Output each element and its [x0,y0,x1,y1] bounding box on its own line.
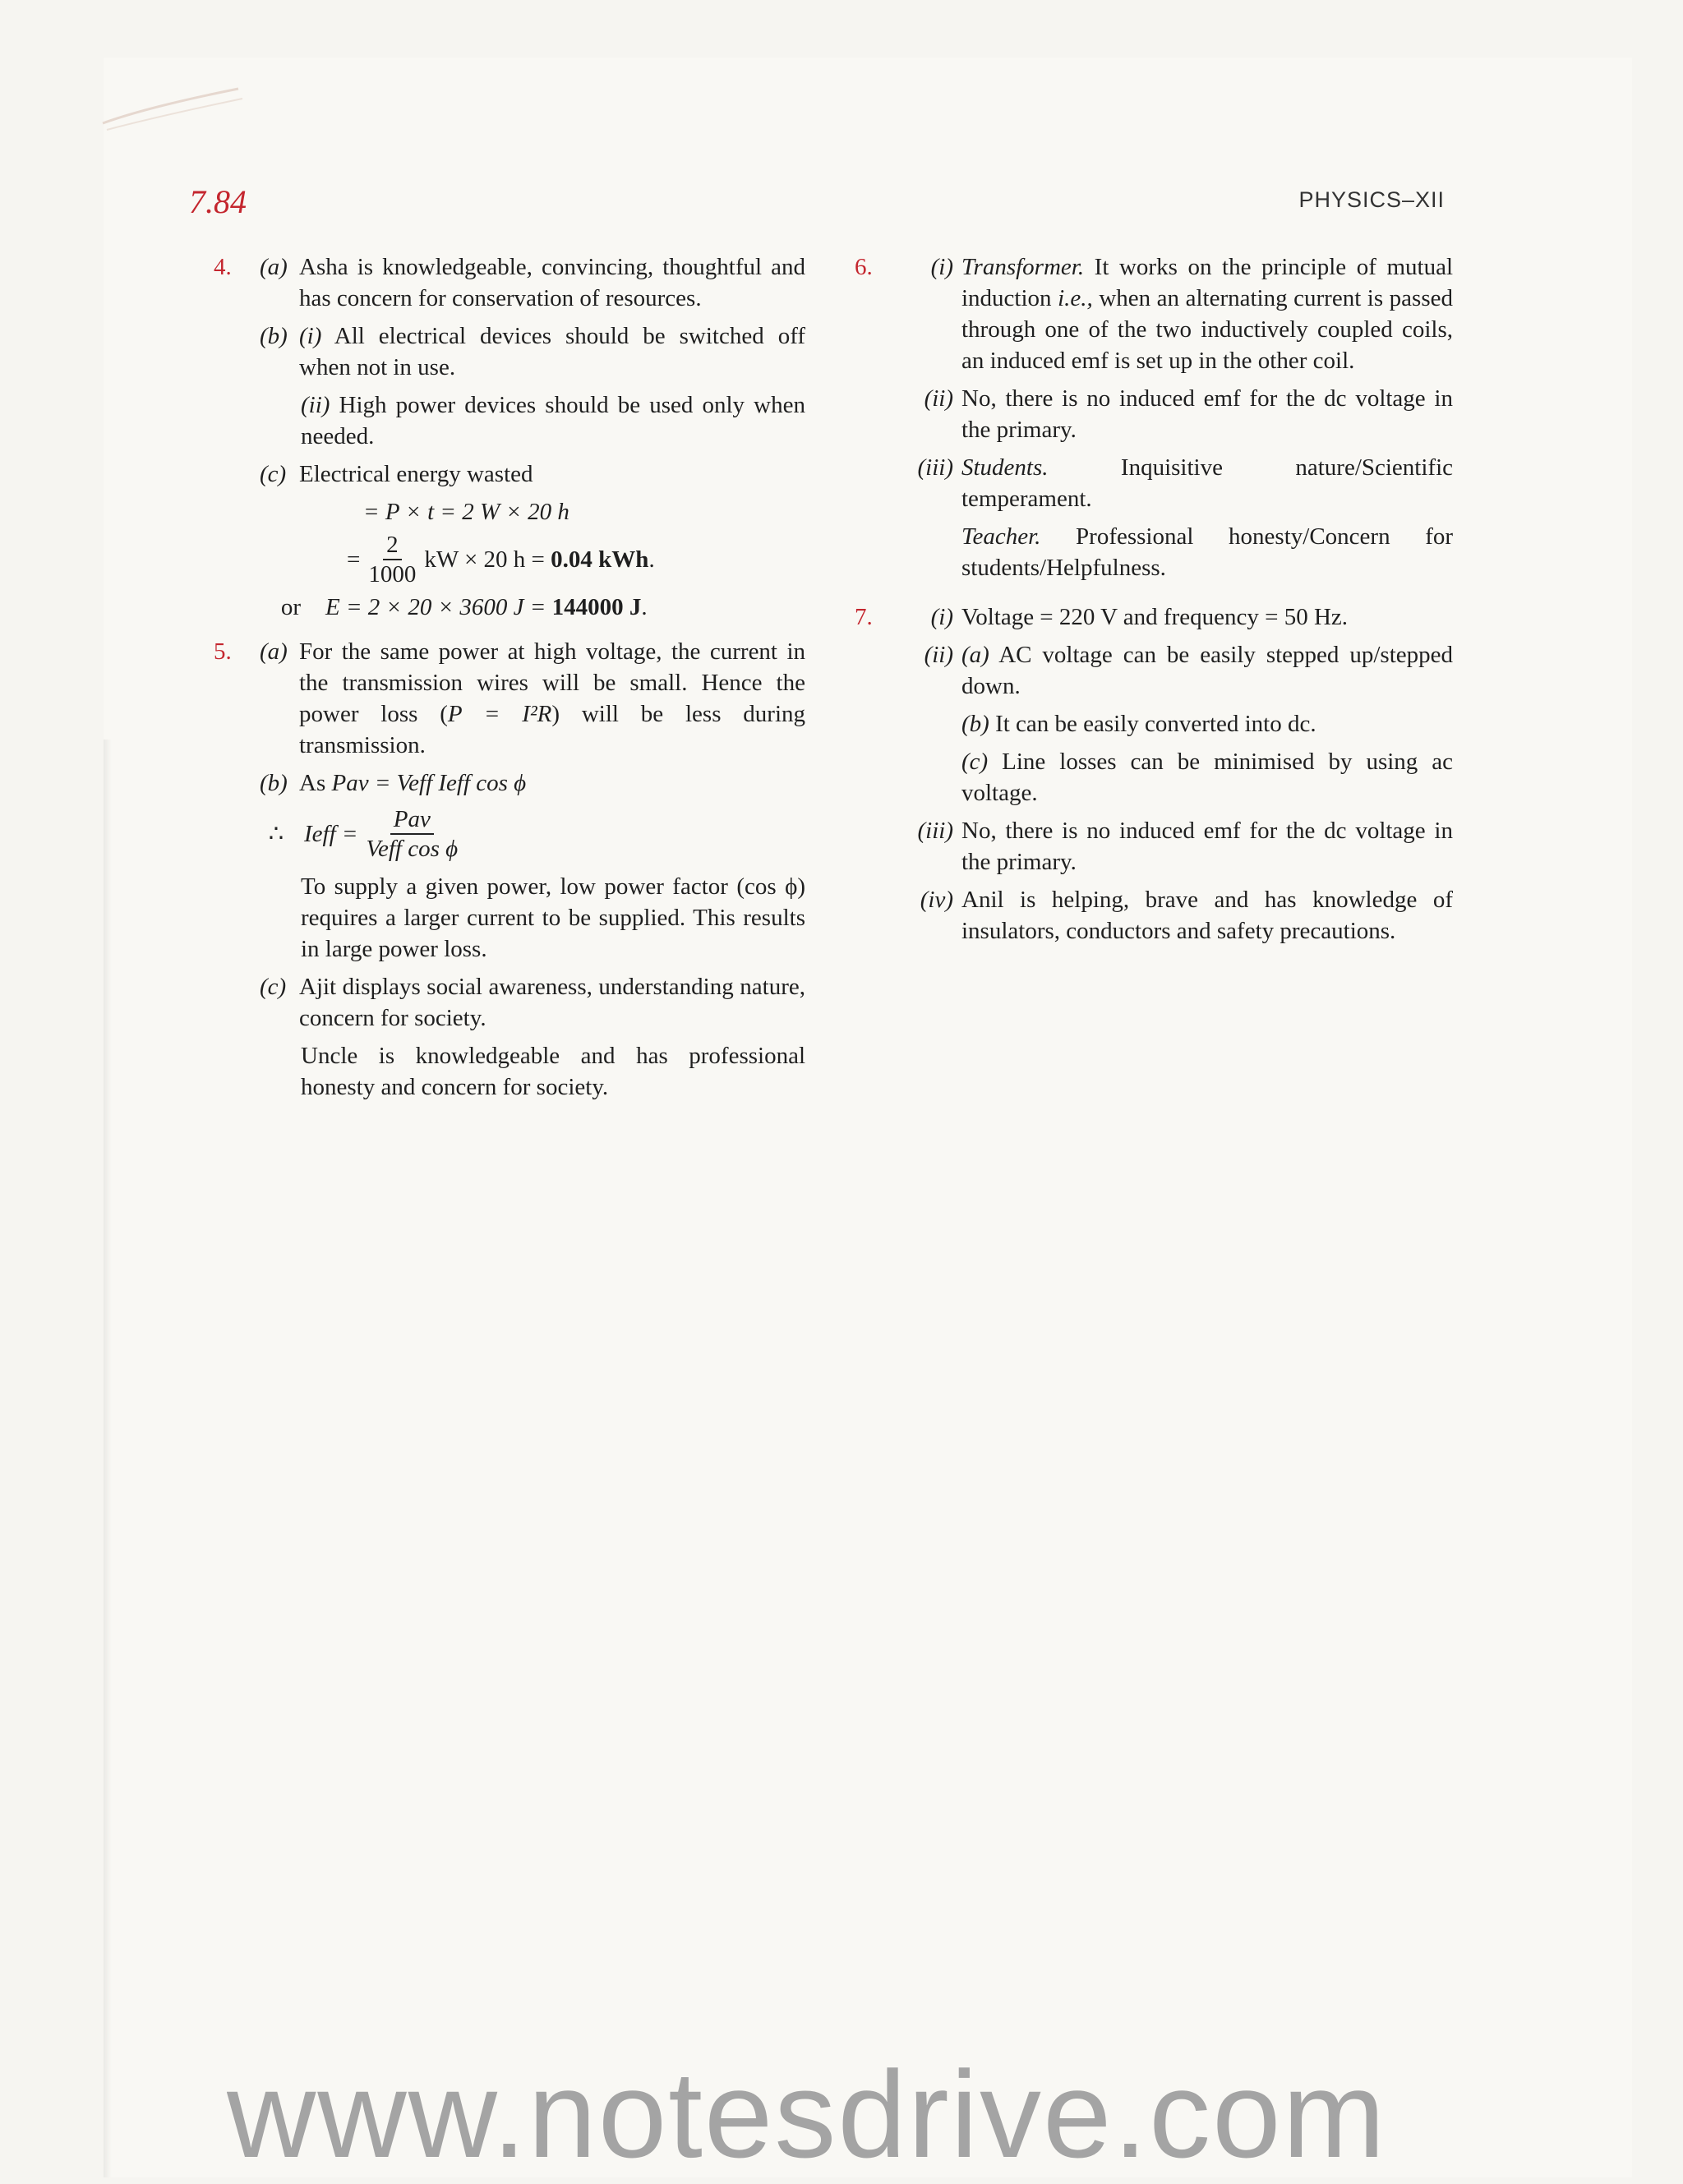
part-text [961,746,1453,809]
subpart-text: High power devices should be used only when needed. [301,392,805,449]
ieff-lhs: Ieff = [304,821,358,847]
part-text [299,636,805,761]
subpart-label: (b) [961,711,989,737]
part-ii-b [901,708,1453,740]
part-iii [901,452,1453,514]
subpart-text: AC voltage can be easily stepped up/stepped down. [961,642,1453,699]
question-body [260,251,805,623]
question-6 [855,251,1453,583]
ieff-equation [260,805,805,863]
part-text: No, there is no induced emf for the dc voltage in the primary. [961,818,1453,875]
page-number: 7.84 [189,183,247,220]
part-text-start: It works on the principle of mutual induction [961,254,1453,311]
part-i [901,601,1453,633]
part-text [961,639,1453,702]
question-4 [214,251,805,623]
question-number: 6. [855,254,873,280]
part-c-continued: Uncle is knowledgeable and has professional honesty and concern for society. [301,1043,805,1100]
part-label: (a) [260,638,288,665]
part-ii [901,639,1453,702]
denominator: 1000 [368,561,417,587]
part-iii-teacher [901,521,1453,583]
part-text: No, there is no induced emf for the dc voltage in the primary. [961,385,1453,443]
average-power-formula: Pav = Veff Ieff cos ϕ [331,770,527,796]
question-body [901,251,1453,583]
part-text: Voltage = 220 V and frequency = 50 Hz. [961,604,1349,630]
students-text: Inquisitive nature/Scientific temperament. [961,454,1453,512]
part-label: (ii) [924,385,953,412]
equation-end: . [648,546,655,573]
part-text: Ajit displays social awareness, understanding nature, concern for society. [299,974,805,1031]
teacher-term: Teacher. [961,523,1041,550]
denominator: Veff cos ϕ [366,836,459,862]
part-b [260,767,805,799]
watermark: www.notesdrive.com [227,2045,1387,2183]
question-body [260,636,805,1103]
part-b [260,320,805,383]
subpart-label: (c) [961,749,989,775]
scan-shadow [104,740,112,2177]
part-label: (iii) [917,454,953,481]
part-ii-c [901,746,1453,809]
as-word: As [299,770,326,796]
part-text-start: For the same power at high voltage, the current in the transmission wires will be small. Hence the power loss ( [299,638,805,727]
part-text [961,708,1453,740]
scan-mark [99,82,247,131]
part-label: (c) [260,461,287,487]
equation-line-3 [260,592,805,623]
part-label: (c) [260,974,287,1000]
part-text-end: when an alternating current is passed through one of the two inductively coupled coils, an induced emf is set up in the other coil. [961,285,1453,374]
numerator: Pav [390,805,434,835]
part-text: Electrical energy wasted [299,461,533,487]
subpart-label: (a) [961,642,989,668]
ie-abbrev: i.e., [1058,285,1093,311]
part-label: (iv) [920,887,953,913]
question-number: 4. [214,254,232,280]
question-7 [855,601,1453,947]
left-column [214,251,805,1116]
equation-result: 144000 J [551,594,642,620]
part-iii [901,815,1453,878]
equation-line-1: = P × t = 2 W × 20 h [363,499,569,525]
right-column [855,251,1453,960]
subpart-text: It can be easily converted into dc. [995,711,1316,737]
equation-prefix: = [347,546,361,573]
part-label: (iii) [917,818,953,844]
question-number: 7. [855,604,873,630]
part-iv [901,884,1453,947]
part-label: (a) [260,254,288,280]
part-text [299,320,805,383]
part-label: (i) [930,254,953,280]
fraction [365,531,419,588]
part-text [961,251,1453,376]
equation-end: . [641,594,648,620]
part-c [260,971,805,1034]
equation-line-2 [347,531,805,588]
part-text-end: ) will be less during transmission. [299,701,806,758]
question-body [901,601,1453,947]
part-b-ii [301,389,805,452]
students-term: Students. [961,454,1049,481]
part-label: (b) [260,770,288,796]
part-b-explanation: To supply a given power, low power factor (cos ϕ) requires a larger current to be supplied. This results in large power loss. [301,873,805,962]
equation-result: 0.04 kWh [551,546,649,573]
part-label: (ii) [924,642,953,668]
part-text: Asha is knowledgeable, convincing, thoughtful and has concern for conservation of resources. [299,254,805,311]
part-c [260,458,805,490]
part-text [961,452,1453,514]
subpart-label: (i) [299,323,322,349]
therefore-symbol: ∴ [268,821,284,847]
subpart-text: All electrical devices should be switched off when not in use. [299,323,805,380]
part-label: (b) [260,323,288,349]
power-loss-formula: P = I²R [447,701,552,727]
part-text [299,767,805,799]
part-ii [901,383,1453,445]
part-label: (i) [930,604,953,630]
or-word: or [280,594,301,620]
part-text: Anil is helping, brave and has knowledge of insulators, conductors and safety precautions. [961,887,1453,944]
subpart-text: Line losses can be minimised by using ac voltage. [961,749,1453,806]
question-number: 5. [214,638,232,665]
part-text [961,521,1453,583]
equation-text: E = 2 × 20 × 3600 J = [325,594,546,620]
running-head: PHYSICS–XII [1298,187,1445,212]
equation-suffix: kW × 20 h = [424,546,545,573]
term: Transformer. [961,254,1085,280]
teacher-text: Professional honesty/Concern for students/Helpfulness. [961,523,1454,581]
numerator: 2 [383,531,402,560]
fraction [362,805,461,863]
part-a [260,636,805,761]
part-a [260,251,805,314]
question-5 [214,636,805,1103]
subpart-label: (ii) [301,392,330,418]
part-i [901,251,1453,376]
